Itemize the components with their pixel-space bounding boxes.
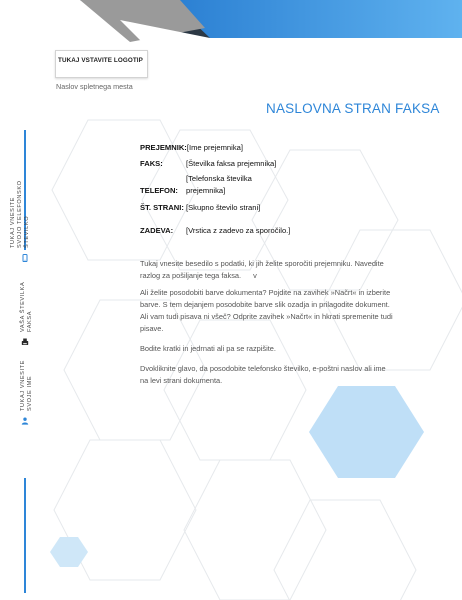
- hexagon-accent-small: [50, 537, 88, 567]
- fax-icon: [21, 338, 29, 346]
- pages-value[interactable]: [Skupno število strani]: [186, 203, 261, 212]
- body-paragraph-4[interactable]: [140, 363, 440, 387]
- person-icon: [21, 417, 29, 425]
- sidebar-accent-line-bottom: [24, 478, 26, 593]
- sidebar-phone-text[interactable]: [10, 180, 31, 248]
- phone-value-line2[interactable]: prejemnika]: [186, 186, 226, 195]
- sidebar-phone-line1: TUKAJ VNESITE: [10, 196, 16, 248]
- sidebar-fax-line1: VAŠA ŠTEVILKA: [20, 281, 26, 332]
- body-p4-line2: na levi strani dokumenta.: [140, 376, 223, 385]
- sidebar-fax-line2: FAKSA: [27, 310, 33, 332]
- recipient-value[interactable]: [Ime prejemnika]: [186, 143, 243, 152]
- body-p1-line2: razlog za pošiljanje tega faksa.: [140, 271, 242, 280]
- body-p2-line4: pisave.: [140, 324, 164, 333]
- sidebar-phone-line2: SVOJO TELEFONSKO: [17, 180, 23, 248]
- body-p1-line2-row: [140, 270, 440, 282]
- body-paragraph-3[interactable]: [140, 343, 440, 355]
- sidebar-name-line1: TUKAJ VNESITE: [20, 359, 26, 411]
- phone-value-line1[interactable]: [Telefonska številka: [186, 174, 252, 183]
- fax-cover-title: NASLOVNA STRAN FAKSA: [266, 101, 440, 116]
- sidebar-name-line2: SVOJE IME: [27, 375, 33, 411]
- fax-label: FAKS:: [140, 159, 163, 168]
- recipient-label: PREJEMNIK:[Ime prejemnika]: [140, 143, 243, 152]
- logo-placeholder-text: TUKAJ VSTAVITE LOGOTIP: [58, 57, 143, 64]
- sidebar-fax-text[interactable]: [20, 282, 34, 332]
- site-title[interactable]: Naslov spletnega mesta: [56, 82, 133, 91]
- hexagon-accent-large: [309, 386, 424, 478]
- body-p3: Bodite kratki in jedrnati ali pa se razpišite.: [140, 344, 276, 353]
- subject-label: ZADEVA:: [140, 226, 174, 235]
- body-p2-line1: Ali želite posodobiti barve dokumenta? Pojdite na zavihek »Načrt« in izberite: [140, 288, 391, 297]
- body-p2-line3: Ali vam tudi pisava ni všeč? Odprite zavihek »Načrt« in hkrati spremenite tudi: [140, 312, 393, 321]
- body-paragraph-2[interactable]: [140, 287, 440, 335]
- body-paragraph-1[interactable]: [140, 258, 440, 282]
- body-p1-line1: Tukaj vnesite besedilo s podatki, ki jih želite sporočiti prejemniku. Navedite: [140, 259, 384, 268]
- fax-value[interactable]: [Številka faksa prejemnika]: [186, 159, 277, 168]
- phone-label: TELEFON:: [140, 186, 178, 195]
- body-p4-line1: Dvokliknite glavo, da posodobite telefonsko številko, e-poštni naslov ali ime: [140, 364, 386, 373]
- sidebar-name-text[interactable]: [20, 360, 34, 411]
- subject-value[interactable]: [Vrstica z zadevo za sporočilo.]: [186, 226, 291, 235]
- logo-placeholder-box[interactable]: [55, 50, 148, 78]
- body-p2-line2: barve. S tem dejanjem posodobite barve slik ozadja in prilagodite dokument.: [140, 300, 390, 309]
- sidebar-phone-line3: ŠTEVILKO: [24, 215, 30, 248]
- phone-icon: [21, 254, 29, 262]
- pages-label: ŠT. STRANI:: [140, 203, 184, 212]
- body-p1-mark: v: [253, 271, 257, 280]
